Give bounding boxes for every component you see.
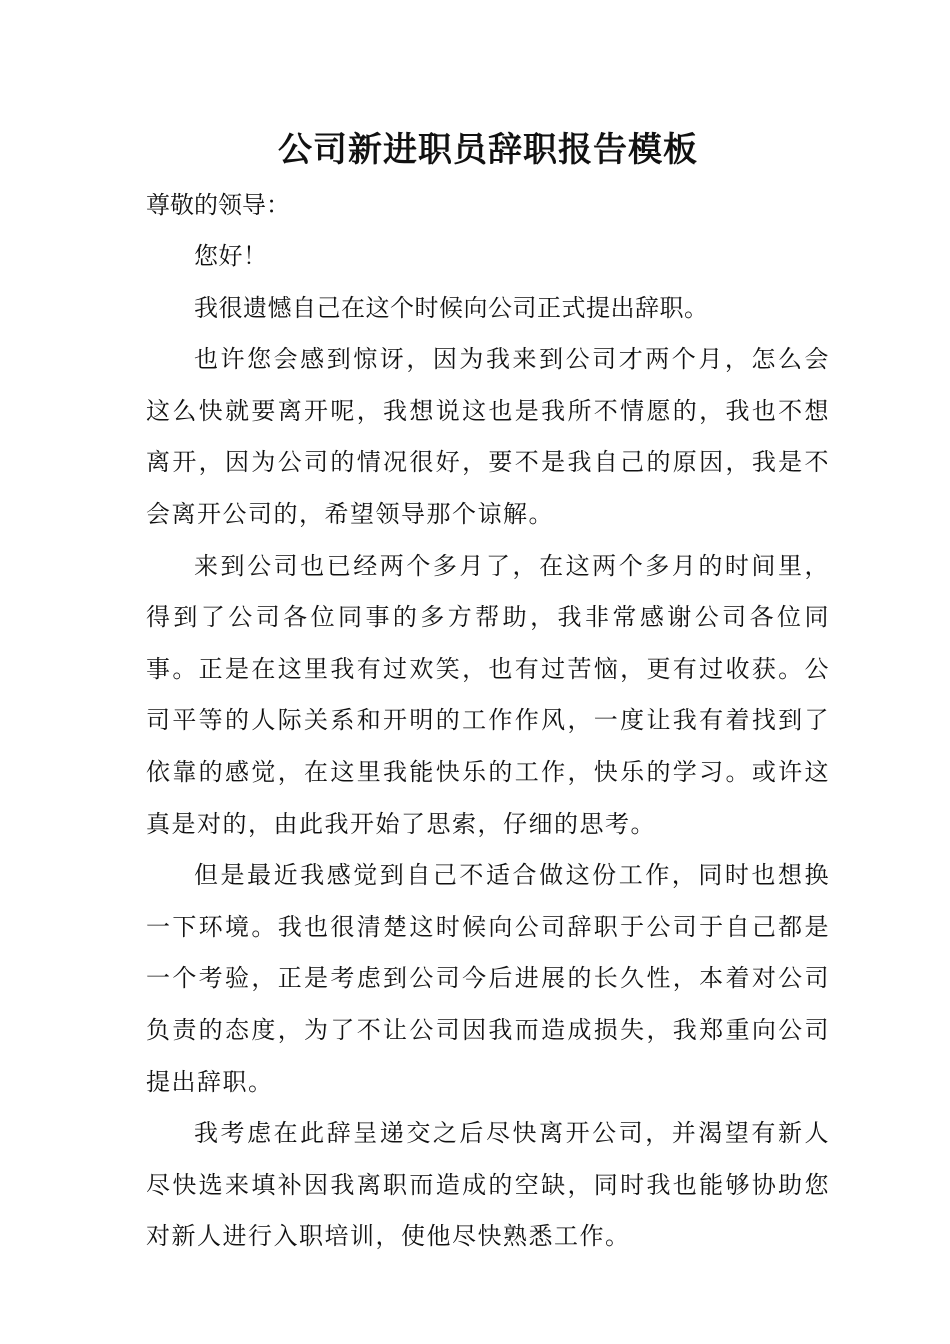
document-title: 公司新进职员辞职报告模板 <box>278 130 698 170</box>
paragraph-greeting: 您好！ <box>194 242 268 270</box>
paragraph-reason: 但是最近我感觉到自己不适合做这份工作，同时也想换一下环境。我也很清楚这时候向公司辞职于公司于自己都是一个考验，正是考虑到公司今后进展的长久性，本着对公司负责的态度，为了不让公司因我而造成损失，我郑重向公司提出辞职。 <box>146 861 830 1096</box>
salutation: 尊敬的领导： <box>146 191 290 219</box>
paragraph-intent: 我很遗憾自己在这个时候向公司正式提出辞职。 <box>194 293 709 322</box>
paragraph-handover: 我考虑在此辞呈递交之后尽快离开公司，并渴望有新人尽快选来填补因我离职而造成的空缺，同时我也能够协助您对新人进行入职培训，使他尽快熟悉工作。 <box>146 1119 830 1251</box>
paragraph-gratitude: 来到公司也已经两个多月了，在这两个多月的时间里，得到了公司各位同事的多方帮助，我非常感谢公司各位同事。正是在这里我有过欢笑，也有过苦恼，更有过收获。公司平等的人际关系和开明的工作作风，一度让我有着找到了依靠的感觉，在这里我能快乐的工作，快乐的学习。或许这真是对的，由此我开始了思索，仔细的思考。 <box>146 551 830 838</box>
paragraph-explanation: 也许您会感到惊讶，因为我来到公司才两个月，怎么会这么快就要离开呢，我想说这也是我所不情愿的，我也不想离开，因为公司的情况很好，要不是我自己的原因，我是不会离开公司的，希望领导那个谅解。 <box>146 345 830 528</box>
